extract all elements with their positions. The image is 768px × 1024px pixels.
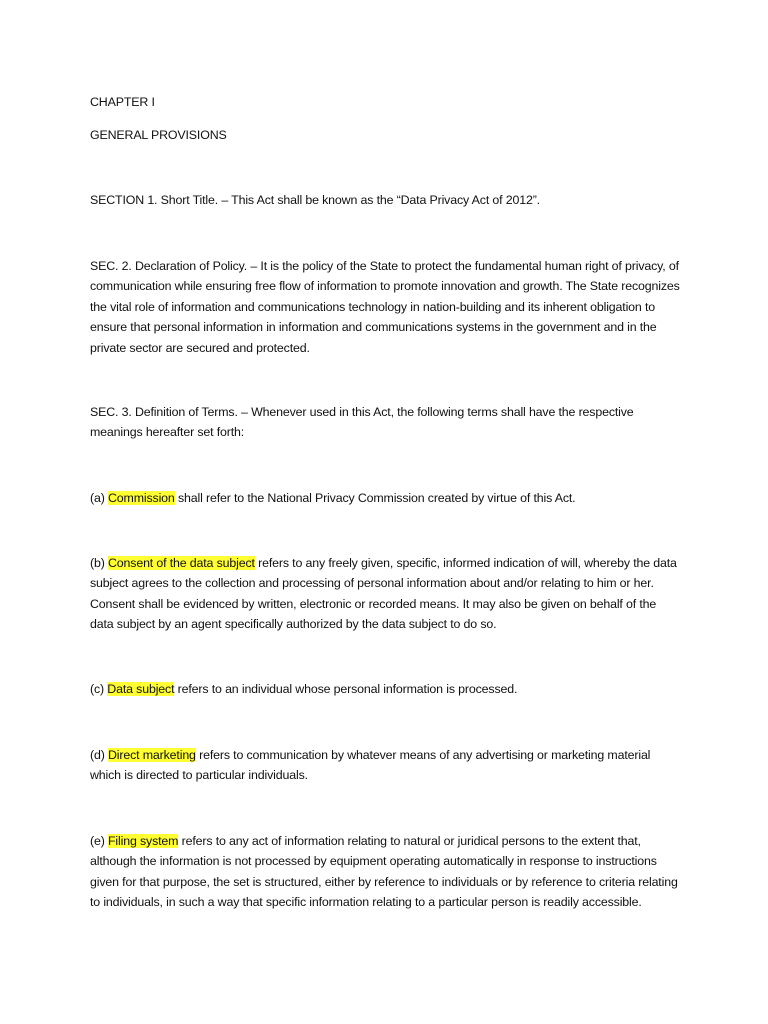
definition-label: (a) [90, 491, 105, 505]
definition-text: refers to any act of information relating to natural or juridical persons to the extent that, although the information is not processed by equipment operating automatically in response to instructions given for that purpose, the set is structured, either by reference to individuals or by reference to criteria relating to individuals, in such a way that specific information relating to a particular person is readily accessible. [90, 834, 678, 910]
defined-term: Commission [108, 491, 175, 505]
definition-label: (d) [90, 748, 105, 762]
defined-term: Data subject [107, 682, 175, 696]
definition-b [90, 553, 680, 635]
definition-label: (b) [90, 556, 105, 570]
definition-label: (c) [90, 682, 104, 696]
definition-text: shall refer to the National Privacy Commission created by virtue of this Act. [177, 491, 576, 505]
definition-e [90, 831, 680, 913]
definition-text: refers to an individual whose personal information is processed. [177, 682, 518, 696]
defined-term: Consent of the data subject [108, 556, 255, 570]
definition-text: refers to any freely given, specific, informed indication of will, whereby the data subject agrees to the collection and processing of personal information about and/or relating to him or her. Consent shall be evidenced by written, electronic or recorded means. It may also be given on behalf of the data subject by an agent specifically authorized by the data subject to do so. [90, 556, 677, 632]
definition-c [90, 679, 680, 699]
defined-term: Direct marketing [108, 748, 196, 762]
definition-a [90, 488, 680, 508]
defined-term: Filing system [108, 834, 179, 848]
definition-label: (e) [90, 834, 105, 848]
section-3: SEC. 3. Definition of Terms. – Whenever used in this Act, the following terms shall have the respective meanings hereafter set forth: [90, 405, 634, 440]
chapter-title: GENERAL PROVISIONS [90, 128, 227, 142]
definition-text: refers to communication by whatever means of any advertising or marketing material which is directed to particular individuals. [90, 748, 651, 783]
definition-d [90, 745, 680, 786]
chapter-heading: CHAPTER I [90, 95, 155, 109]
section-1: SECTION 1. Short Title. – This Act shall be known as the “Data Privacy Act of 2012”. [90, 193, 540, 207]
section-2: SEC. 2. Declaration of Policy. – It is the policy of the State to protect the fundamental human right of privacy, of communication while ensuring free flow of information to promote innovation and growth. The State recognizes the vital role of information and communications technology in nation-building and its inherent obligation to ensure that personal information in information and communications systems in the government and in the private sector are secured and protected. [90, 259, 680, 355]
